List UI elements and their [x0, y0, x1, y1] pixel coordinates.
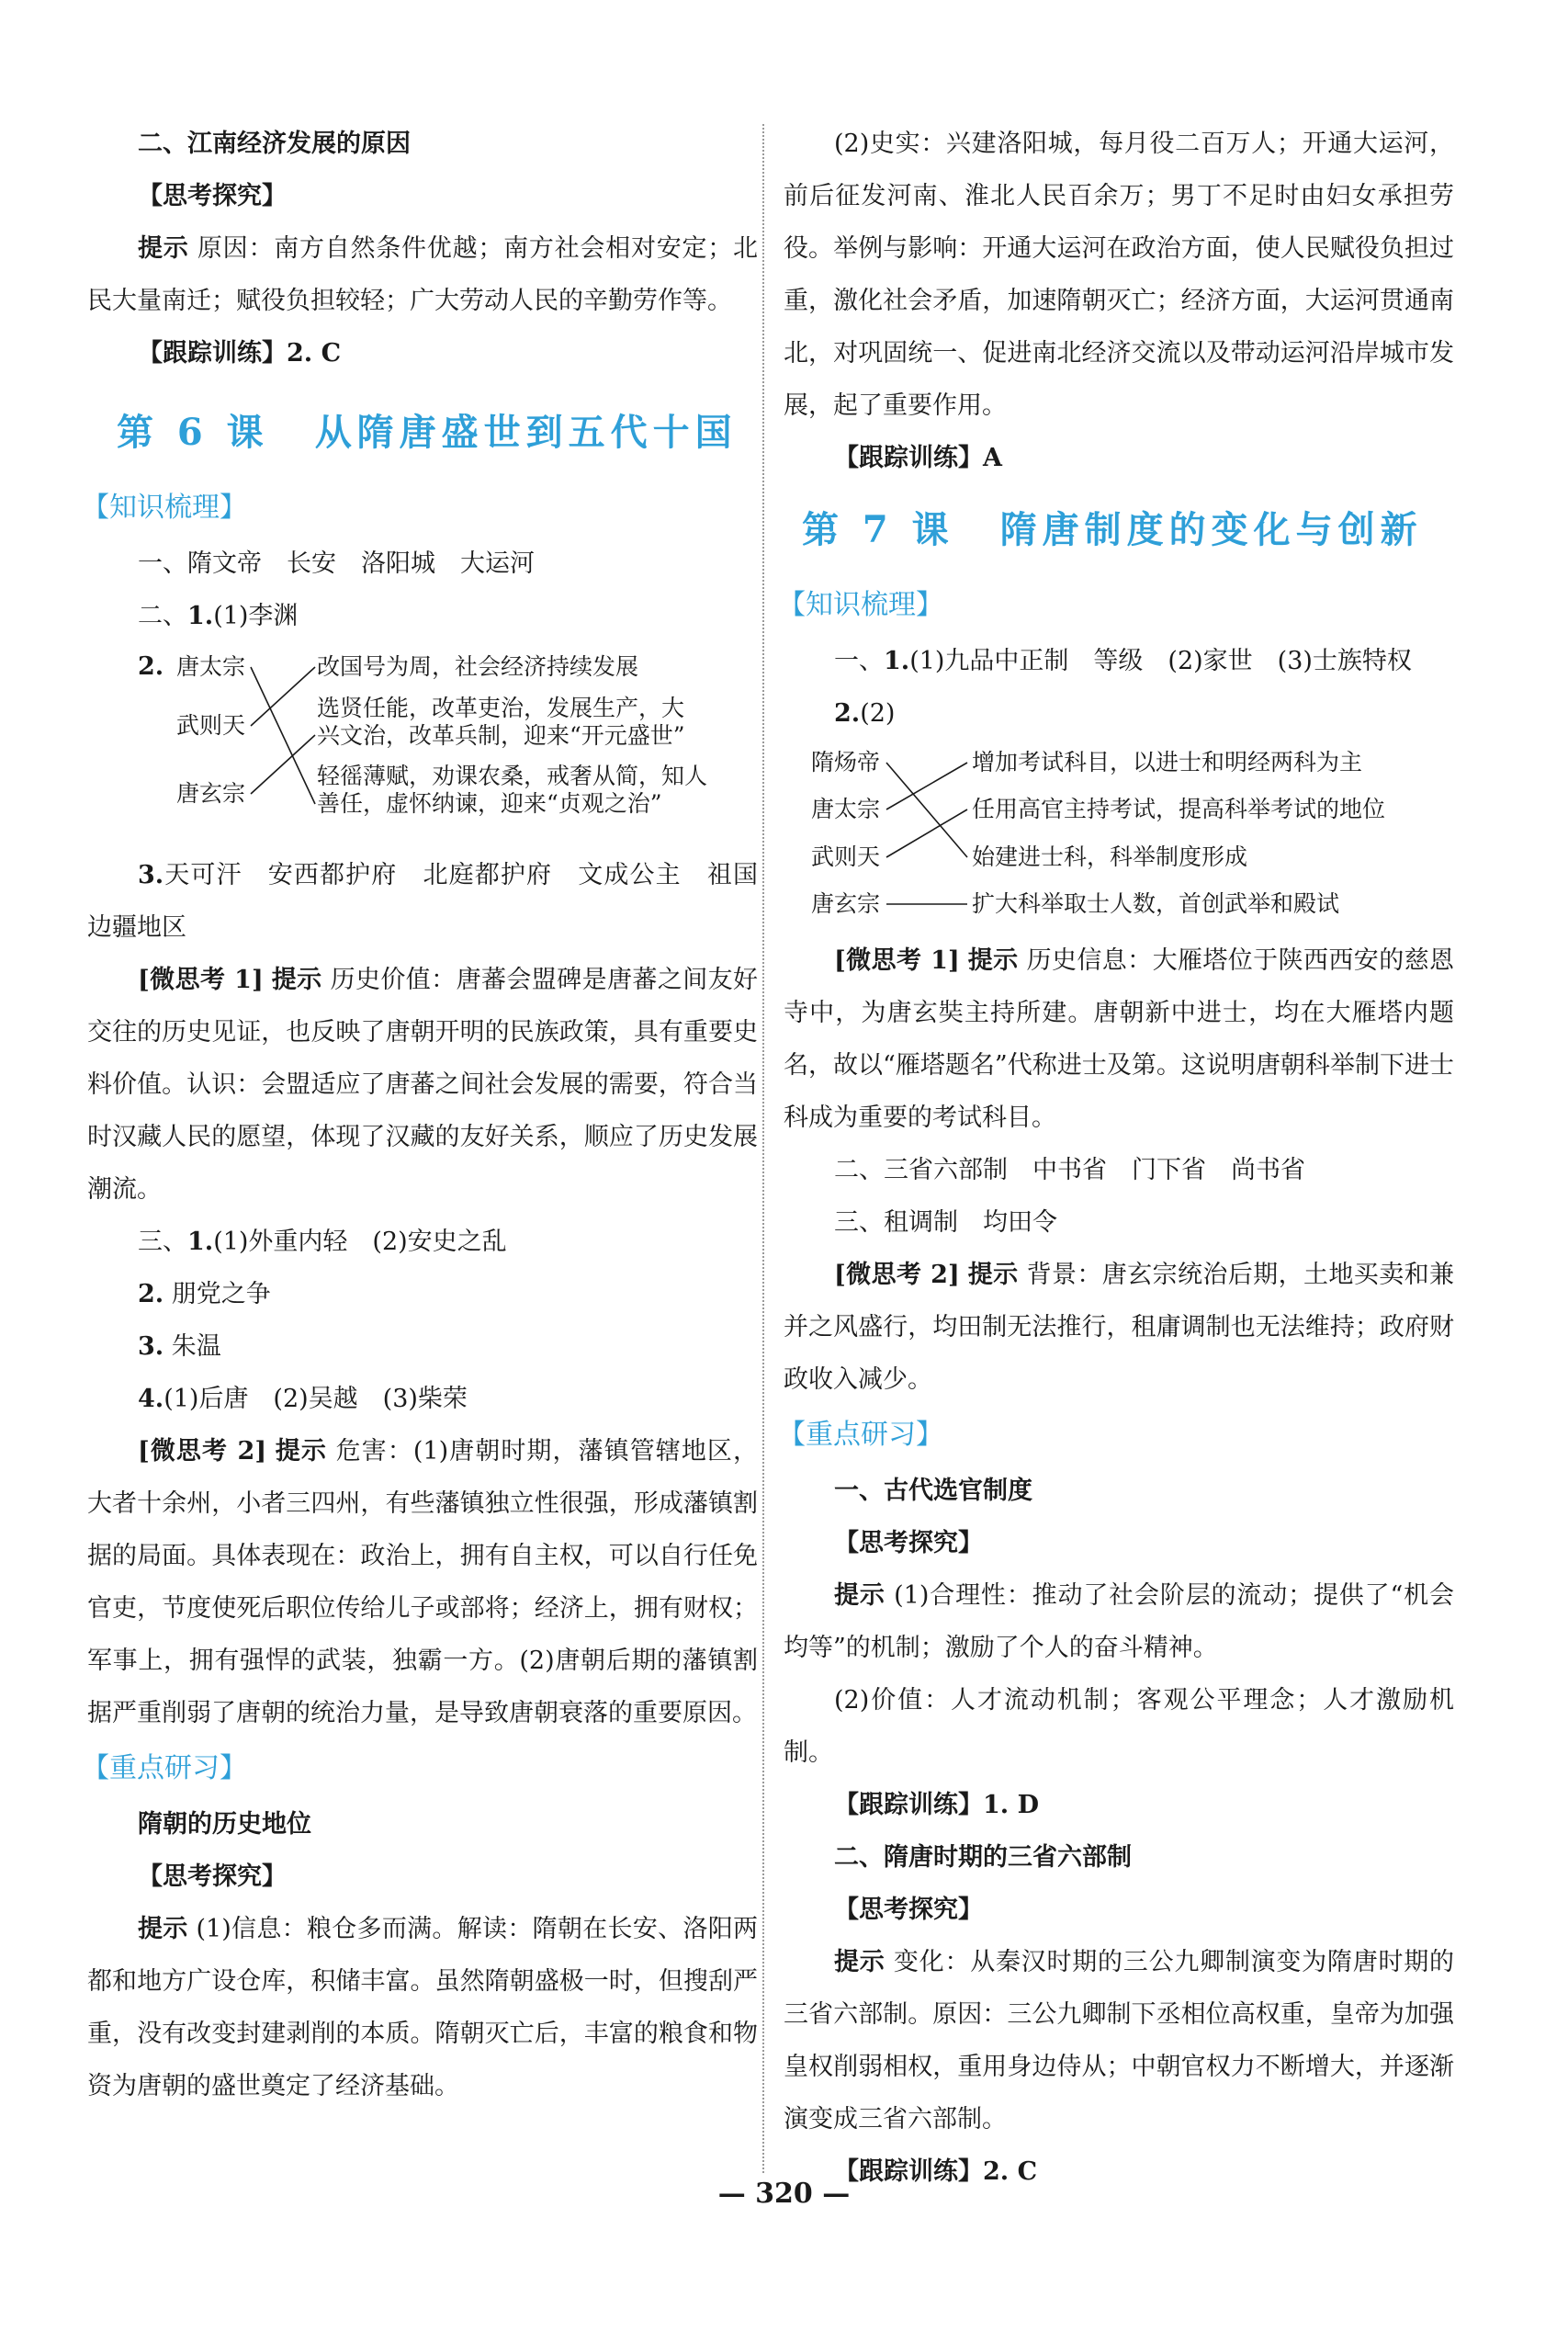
- item-num: 1.: [884, 647, 910, 675]
- wsk-label: [微思考 1]: [138, 966, 264, 994]
- match-left-item: 唐太宗: [811, 796, 881, 822]
- genzong-answer: 2. C: [287, 339, 342, 368]
- san-prefix: 三、: [138, 1228, 187, 1256]
- match-num: 2.: [138, 652, 164, 681]
- match-right-item: 选贤任能，改革吏治，发展生产，大: [317, 695, 685, 721]
- wsk-text: 背景：唐玄宗统治后期，土地买卖和兼并之风盛行，均田制无法推行，租庸调制也无法维持；政府财政收入减少。: [784, 1261, 1455, 1394]
- match-left-item: 唐玄宗: [176, 780, 246, 807]
- item-num: 2.: [834, 699, 861, 728]
- match-right-item: 始建进士科，科举制度形成: [972, 843, 1248, 870]
- san4-text: (1)后唐 (2)吴越 (3)柴荣: [164, 1385, 468, 1413]
- zhishi-tag: 【知识梳理】: [778, 589, 943, 621]
- section-heading: 一、古代选官制度: [834, 1477, 1032, 1505]
- item-er: [87, 590, 758, 642]
- match-right-item: 增加考试科目，以进士和明经两科为主: [972, 749, 1363, 775]
- genzong-label: 【跟踪训练】: [834, 1791, 983, 1819]
- zhongdian-tag: 【重点研习】: [82, 1752, 247, 1784]
- weisikao-2: [87, 1425, 758, 1739]
- genzong-label: 【跟踪训练】: [834, 2157, 983, 2186]
- wsk-text: 历史信息：大雁塔位于陕西西安的慈恩寺中，为唐玄奘主持所建。唐朝新中进士，均在大雁塔内题名，故以“雁塔题名”代称进士及第。这说明唐朝科举制下进士科成为重要的考试科目。: [784, 946, 1455, 1132]
- wsk-text: 历史价值：唐蕃会盟碑是唐蕃之间友好交往的历史见证，也反映了唐朝开明的民族政策，具有重要史料价值。认识：会盟适应了唐蕃之间社会发展的需要，符合当时汉藏人民的愿望，体现了汉藏的友好关系，顺应了历史发展潮流。: [87, 966, 759, 1204]
- suichao-paragraph: [87, 1903, 758, 2112]
- yi-text: (1)九品中正制 等级 (2)家世 (3)士族特权: [909, 647, 1412, 675]
- wsk-label: [微思考 2]: [138, 1437, 267, 1466]
- genzong-label: 【跟踪训练】: [138, 339, 287, 368]
- yi-prefix: 一、: [834, 647, 884, 675]
- section-heading: 二、隋唐时期的三省六部制: [834, 1843, 1132, 1872]
- weisikao-2: [784, 1249, 1454, 1406]
- jiangnan-paragraph: [87, 222, 758, 327]
- lesson-number: 第 6 课: [117, 411, 269, 454]
- match-line: [251, 667, 315, 726]
- suichao-text: (1)信息：粮仓多而满。解读：隋朝在长安、洛阳两都和地方广设仓库，积储丰富。虽然隋朝盛极一时，但搜刮严重，没有改变封建剥削的本质。隋朝灭亡后，丰富的粮食和物资为唐朝的盛世奠定了经济基础。: [87, 1915, 759, 2100]
- tishi-label: 提示: [967, 946, 1019, 975]
- match-line: [886, 809, 967, 857]
- genzong-answer: A: [983, 444, 1002, 472]
- er-text: (1)李渊: [213, 602, 299, 630]
- item-num: 2.: [138, 1280, 164, 1308]
- tishi-label: 提示: [271, 966, 322, 994]
- match-right-item: 改国号为周，社会经济持续发展: [317, 653, 639, 680]
- san-text: (1)外重内轻 (2)安史之乱: [213, 1228, 507, 1256]
- tishi-label: 提示: [275, 1437, 327, 1466]
- shishi-paragraph: (2)史实：兴建洛阳城，每月役二百万人；开通大运河，前后征发河南、淮北人民百余万；男丁不足时由妇女承担劳役。举例与影响：开通大运河在政治方面，使人民赋役负担过重，激化社会矛盾，加速隋朝灭亡；经济方面，大运河贯通南北，对巩固统一、促进南北经济交流以及带动运河沿岸城市发展，起了重要作用。: [784, 130, 1454, 420]
- item-er: 二、三省六部制 中书省 门下省 尚书省: [834, 1156, 1305, 1184]
- section-heading: 隋朝的历史地位: [138, 1810, 311, 1839]
- xuanguan-paragraph-1: [784, 1569, 1454, 1674]
- san3-text: 朱温: [171, 1332, 221, 1361]
- lesson-number: 第 7 课: [802, 508, 954, 551]
- sikao-label: 【思考探究】: [834, 1896, 983, 1924]
- section-heading: 二、江南经济发展的原因: [138, 130, 411, 158]
- sansheng-paragraph: [784, 1936, 1454, 2145]
- wsk-text: 危害：(1)唐朝时期，藩镇管辖地区，大者十余州，小者三四州，有些藩镇独立性很强，形成藩镇割据的局面。具体表现在：政治上，拥有自主权，可以自行任免官吏，节度使死后职位传给儿子或部将；经济上，拥有财权；军事上，拥有强悍的武装，独霸一方。(2)唐朝后期的藩镇割据严重削弱了唐朝的统治力量，是导致唐朝衰落的重要原因。: [87, 1437, 759, 1727]
- xuanguan-paragraph-2: (2)价值：人才流动机制；客观公平理念；人才激励机制。: [784, 1686, 1454, 1767]
- item-san-3: [87, 1320, 758, 1373]
- match-right-item: 任用高官主持考试，提高科举考试的地位: [972, 796, 1386, 822]
- item-num: 3.: [138, 861, 164, 889]
- wsk-label: [微思考 2]: [834, 1261, 960, 1289]
- item-san: 三、租调制 均田令: [834, 1208, 1057, 1237]
- lesson-name: 从隋唐盛世到五代十国: [314, 411, 738, 454]
- xuanguan-text: (1)合理性：推动了社会阶层的流动；提供了“机会均等”的机制；激励了个人的奋斗精神。: [784, 1581, 1454, 1662]
- genzong-answer: 1. D: [983, 1791, 1040, 1819]
- san2-text: 朋党之争: [171, 1280, 271, 1308]
- item-num: 1.: [187, 1228, 214, 1256]
- tishi-label: 提示: [138, 234, 189, 263]
- weisikao-1: [87, 954, 758, 1216]
- sikao-label: 【思考探究】: [138, 182, 287, 210]
- tishi-label: 提示: [834, 1581, 886, 1610]
- item-san-4: [87, 1373, 758, 1425]
- item-2: [784, 687, 1454, 740]
- item-num: 4.: [138, 1385, 164, 1413]
- jiangnan-text: 原因：南方自然条件优越；南方社会相对安定；北民大量南迁；赋役负担较轻；广大劳动人民的辛勤劳作等。: [87, 234, 759, 315]
- match-left-item: 唐太宗: [176, 653, 246, 680]
- match-left-item: 武则天: [176, 712, 246, 739]
- er-prefix: 二、: [138, 602, 187, 630]
- lesson-6-title: [87, 387, 758, 479]
- matching-diagram-1: [87, 642, 758, 849]
- match-line: [886, 763, 967, 857]
- sansheng-text: 变化：从秦汉时期的三公九卿制演变为隋唐时期的三省六部制。原因：三公九卿制下丞相位高权重，皇帝为加强皇权削弱相权，重用身边侍从；中朝官权力不断增大，并逐渐演变成三省六部制。: [784, 1948, 1455, 2134]
- item-yi: 一、隋文帝 长安 洛阳城 大运河: [138, 549, 535, 578]
- item-san-2: [87, 1268, 758, 1320]
- right-column: [778, 118, 1455, 2198]
- genzong-line: [784, 1779, 1454, 1831]
- match-left-item: 唐玄宗: [811, 890, 881, 917]
- weisikao-1: [784, 934, 1454, 1144]
- sikao-label: 【思考探究】: [138, 1862, 287, 1891]
- tishi-label: 提示: [138, 1915, 188, 1943]
- left-column: [82, 118, 759, 2112]
- match-left-item: 武则天: [811, 843, 881, 870]
- match-right-item: 扩大科举取士人数，首创武举和殿试: [972, 890, 1340, 917]
- match-line: [251, 667, 315, 804]
- tishi-label: 提示: [967, 1261, 1019, 1289]
- genzong-line: [784, 432, 1454, 484]
- item-3: [87, 849, 758, 954]
- match-right-item: 轻徭薄赋，劝课农桑，戒奢从简，知人: [317, 763, 708, 789]
- item-2-text: (2): [860, 699, 896, 728]
- zhishi-tag: 【知识梳理】: [82, 492, 247, 524]
- match-lines: [87, 642, 758, 849]
- match-left-item: 隋炀帝: [811, 749, 881, 775]
- match-right-item: 善任，虚怀纳谏，迎来“贞观之治”: [317, 790, 662, 817]
- zhongdian-tag: 【重点研习】: [778, 1419, 943, 1451]
- lesson-7-title: [784, 484, 1454, 576]
- genzong-line: [87, 327, 758, 379]
- item-yi: [784, 635, 1454, 687]
- tishi-label: 提示: [834, 1948, 886, 1976]
- genzong-label: 【跟踪训练】: [834, 444, 983, 472]
- lesson-name: 隋唐制度的变化与创新: [999, 508, 1423, 551]
- item-san-1: [87, 1216, 758, 1268]
- wsk-label: [微思考 1]: [834, 946, 960, 975]
- genzong-answer: 2. C: [983, 2157, 1038, 2186]
- page-number: — 320 —: [717, 2178, 851, 2210]
- er-num: 1.: [187, 602, 214, 630]
- match-line: [886, 763, 967, 809]
- item-num: 3.: [138, 1332, 164, 1361]
- matching-diagram-2: [784, 740, 1454, 934]
- sikao-label: 【思考探究】: [834, 1529, 983, 1557]
- match-lines: [784, 740, 1454, 934]
- column-divider: [762, 124, 764, 2173]
- item-3-text: 天可汗 安西都护府 北庭都护府 文成公主 祖国边疆地区: [87, 861, 758, 942]
- match-right-item: 兴文治，改革兵制，迎来“开元盛世”: [317, 722, 685, 749]
